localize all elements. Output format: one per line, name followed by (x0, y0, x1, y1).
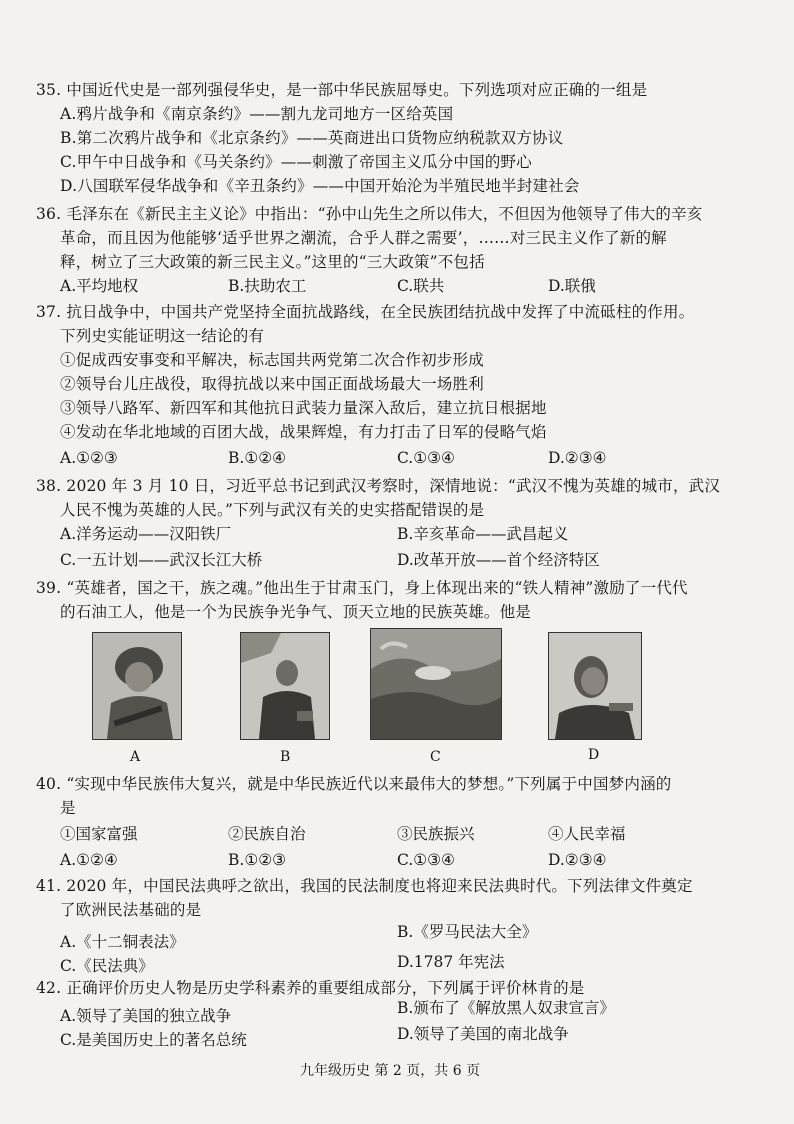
q35-option-a: A.鸦片战争和《南京条约》——割九龙司地方一区给英国 (60, 105, 454, 123)
q42-option-d: D.领导了美国的南北战争 (397, 1025, 569, 1043)
q37-option-c: C.①③④ (397, 449, 455, 467)
q35-option-b: B.第二次鸦片战争和《北京条约》——英商进出口货物应纳税款双方协议 (60, 129, 564, 147)
q36-stem-line3: 释，树立了三大政策的新三民主义。”这里的“三大政策”不包括 (60, 253, 485, 271)
q35-option-c: C.甲午中日战争和《马关条约》——刺激了帝国主义瓜分中国的野心 (60, 153, 532, 171)
photo-option-a (92, 632, 182, 740)
q38-option-a: A.洋务运动——汉阳铁厂 (60, 525, 232, 543)
q40-item-4: ④人民幸福 (548, 825, 626, 843)
photo-option-c (370, 628, 502, 740)
q40-item-3: ③民族振兴 (397, 825, 475, 843)
q42-option-a: A.领导了美国的独立战争 (60, 1007, 232, 1025)
q41-option-d: D.1787 年宪法 (397, 953, 505, 971)
q40-option-c: C.①③④ (397, 851, 455, 869)
q41-stem-line2: 了欧洲民法基础的是 (60, 901, 202, 919)
photo-option-d (548, 632, 642, 740)
q41-option-c: C.《民法典》 (60, 957, 154, 975)
photo-option-b (240, 632, 330, 740)
q41-stem-line1: 41. 2020 年，中国民法典呼之欲出，我国的民法制度也将迎来民法典时代。下列法律文件奠定 (36, 877, 693, 895)
q36-option-c: C.联共 (397, 277, 445, 295)
q40-item-1: ①国家富强 (60, 825, 138, 843)
q37-option-d: D.②③④ (548, 449, 607, 467)
q38-option-d: D.改革开放——首个经济特区 (397, 551, 600, 569)
q36-stem-line2: 革命，而且因为他能够‘适乎世界之潮流，合乎人群之需要’，……对三民主义作了新的解 (60, 229, 667, 247)
q40-option-a: A.①②④ (60, 851, 118, 869)
q36-option-a: A.平均地权 (60, 277, 139, 295)
q40-stem-line1: 40. “实现中华民族伟大复兴，就是中华民族近代以来最伟大的梦想。”下列属于中国梦内涵的 (36, 775, 672, 793)
photo-caption-c: C (430, 749, 441, 765)
q37-item-1: ①促成西安事变和平解决，标志国共两党第二次合作初步形成 (60, 351, 484, 369)
q42-stem: 42. 正确评价历史人物是历史学科素养的重要组成部分，下列属于评价林肯的是 (36, 979, 585, 997)
photo-caption-a: A (130, 749, 141, 765)
q35-stem: 35. 中国近代史是一部列强侵华史，是一部中华民族屈辱史。下列选项对应正确的一组是 (36, 81, 648, 99)
q39-stem-line2: 的石油工人，他是一个为民族争光争气、顶天立地的民族英雄。他是 (60, 603, 532, 621)
q37-item-2: ②领导台儿庄战役，取得抗战以来中国正面战场最大一场胜利 (60, 375, 484, 393)
q38-option-b: B.辛亥革命——武昌起义 (397, 525, 569, 543)
q37-option-b: B.①②④ (228, 449, 287, 467)
q40-option-d: D.②③④ (548, 851, 607, 869)
q40-item-2: ②民族自治 (228, 825, 306, 843)
q37-stem-line1: 37. 抗日战争中，中国共产党坚持全面抗战路线，在全民族团结抗战中发挥了中流砥柱的作用。 (36, 303, 695, 321)
q39-stem-line1: 39. “英雄者，国之干，族之魂。”他出生于甘肃玉门，身上体现出来的“铁人精神”激励了一代代 (36, 579, 688, 597)
q41-option-a: A.《十二铜表法》 (60, 933, 185, 951)
q37-option-a: A.①②③ (60, 449, 118, 467)
q42-option-b: B.颁布了《解放黑人奴隶宣言》 (397, 999, 615, 1017)
photo-caption-d: D (588, 747, 600, 763)
q37-item-3: ③领导八路军、新四军和其他抗日武装力量深入敌后，建立抗日根据地 (60, 399, 547, 417)
q36-option-d: D.联俄 (548, 277, 596, 295)
photo-caption-b: B (280, 749, 291, 765)
q40-option-b: B.①②③ (228, 851, 287, 869)
q38-option-c: C.一五计划——武汉长江大桥 (60, 551, 263, 569)
q40-stem-line2: 是 (60, 799, 76, 817)
q36-option-b: B.扶助农工 (228, 277, 307, 295)
q42-option-c: C.是美国历史上的著名总统 (60, 1031, 247, 1049)
page-footer: 九年级历史 第 2 页，共 6 页 (300, 1063, 481, 1079)
q38-stem-line1: 38. 2020 年 3 月 10 日，习近平总书记到武汉考察时，深情地说：“武汉不愧为英雄的城市，武汉 (36, 477, 721, 495)
q35-option-d: D.八国联军侵华战争和《辛丑条约》——中国开始沦为半殖民地半封建社会 (60, 177, 580, 195)
q37-stem-line2: 下列史实能证明这一结论的有 (60, 327, 265, 345)
q37-item-4: ④发动在华北地域的百团大战，战果辉煌，有力打击了日军的侵略气焰 (60, 423, 547, 441)
q36-stem-line1: 36. 毛泽东在《新民主主义论》中指出：“孙中山先生之所以伟大，不但因为他领导了伟大的辛亥 (36, 205, 703, 223)
q38-stem-line2: 人民不愧为英雄的人民。”下列与武汉有关的史实搭配错误的是 (60, 501, 485, 519)
q41-option-b: B.《罗马民法大全》 (397, 923, 538, 941)
